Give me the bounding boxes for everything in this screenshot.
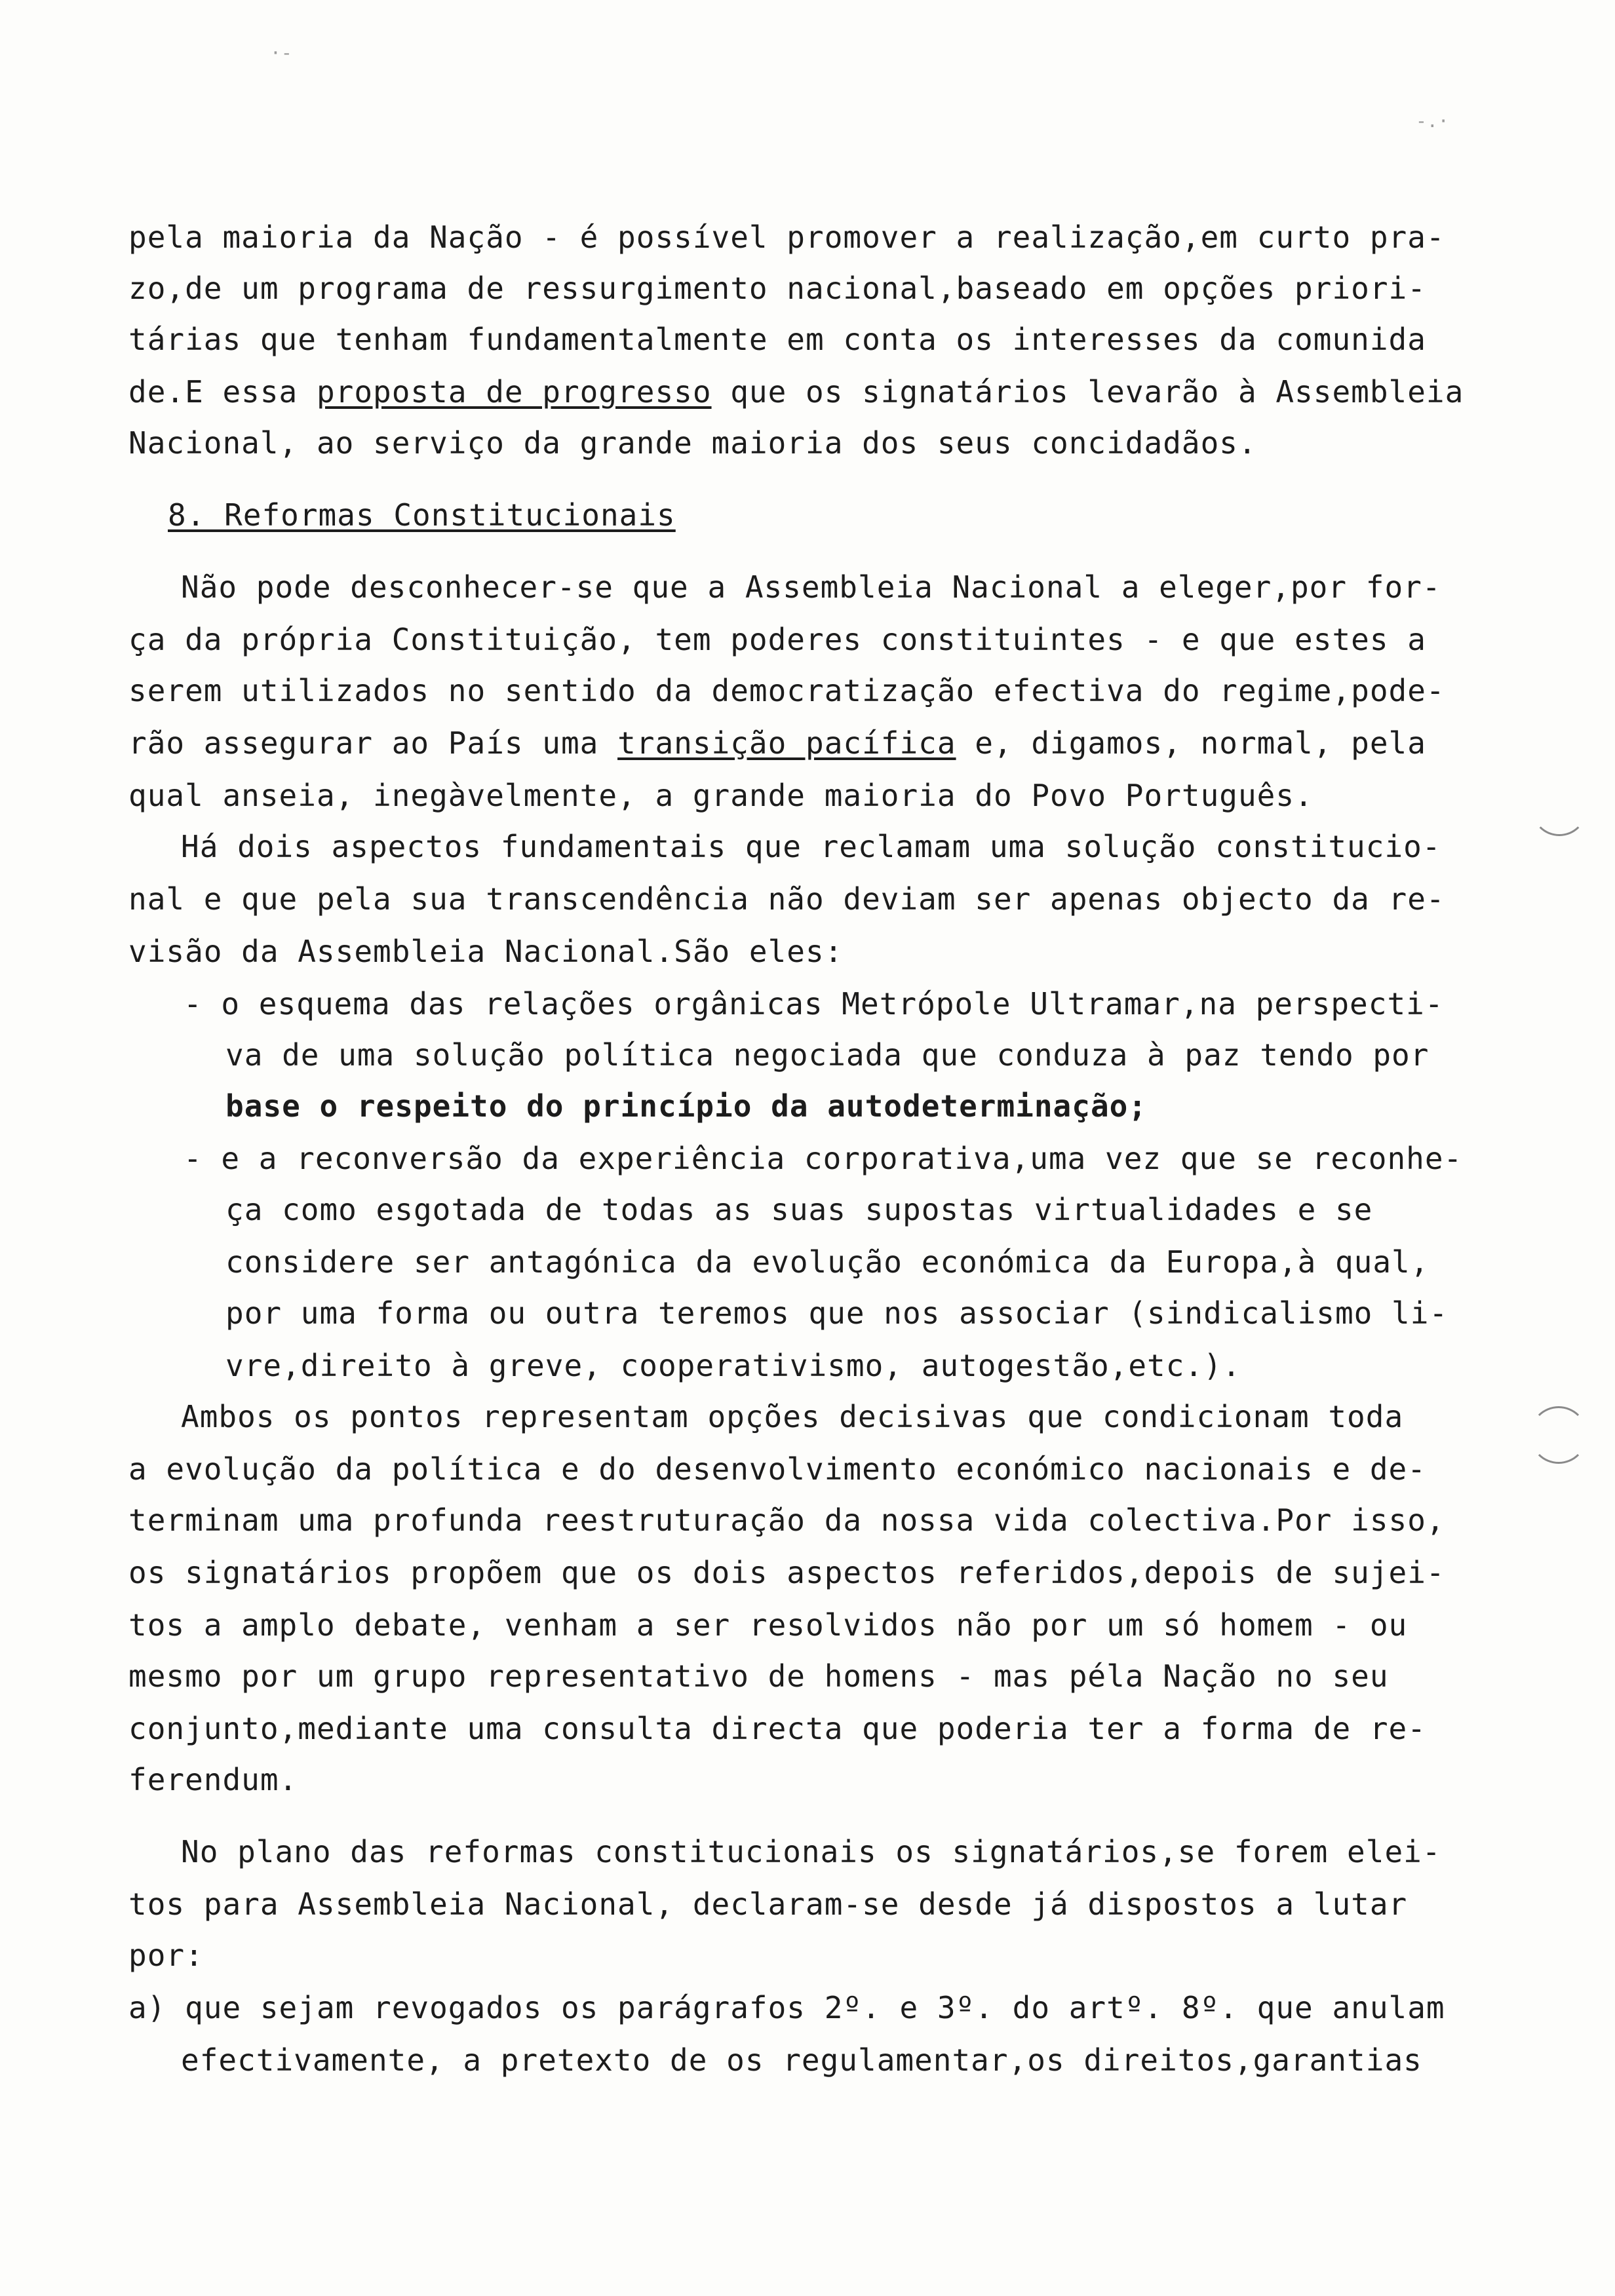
text-line: base o respeito do princípio da autodeterminação; (225, 1088, 1148, 1124)
text-line: Ambos os pontos representam opções decisivas que condicionam toda (181, 1399, 1404, 1434)
list-item: - e a reconversão da experiência corporativa,uma vez que se reconhe- (184, 1141, 1463, 1176)
punch-hole-mark (1530, 1406, 1587, 1464)
scan-speck: ·- (270, 42, 292, 64)
text-line: efectivamente, a pretexto de os regulamentar,os direitos,garantias (181, 2042, 1422, 2078)
text-line: tos para Assembleia Nacional, declaram-se desde já dispostos a lutar (128, 1886, 1408, 1922)
text-line: zo,de um programa de ressurgimento nacional,baseado em opções priori- (128, 271, 1426, 306)
text-line: Não pode desconhecer-se que a Assembleia Nacional a eleger,por for- (181, 569, 1441, 605)
text-line: ça como esgotada de todas as suas supostas virtualidades e se (225, 1192, 1373, 1227)
text-line: por: (128, 1938, 204, 1973)
text-line: ça da própria Constituição, tem poderes constituintes - e que estes a (128, 622, 1426, 657)
underlined-phrase: proposta de progresso (316, 374, 712, 410)
text-line: vre,direito à greve, cooperativismo, autogestão,etc.). (225, 1348, 1241, 1383)
text-line: tos a amplo debate, venham a ser resolvidos não por um só homem - ou (128, 1607, 1408, 1643)
text-line: visão da Assembleia Nacional.São eles: (128, 934, 844, 969)
list-item: - o esquema das relações orgânicas Metrópole Ultramar,na perspecti- (184, 986, 1444, 1022)
text-line: rão assegurar ao País uma transição pacífica e, digamos, normal, pela (128, 725, 1426, 761)
text-line: pela maioria da Nação - é possível promover a realização,em curto pra- (128, 220, 1445, 255)
list-item: a) que sejam revogados os parágrafos 2º. e 3º. do artº. 8º. que anulam (128, 1990, 1445, 2025)
text-line: terminam uma profunda reestruturação da nossa vida colectiva.Por isso, (128, 1502, 1445, 1538)
text-line: serem utilizados no sentido da democratização efectiva do regime,pode- (128, 673, 1445, 708)
section-heading: 8. Reformas Constitucionais (168, 497, 676, 533)
text-line: de.E essa proposta de progresso que os signatários levarão à Assembleia (128, 374, 1464, 410)
text-line: por uma forma ou outra teremos que nos associar (sindicalismo li- (225, 1295, 1449, 1331)
text-line: No plano das reformas constitucionais os signatários,se forem elei- (181, 1834, 1441, 1869)
text-line: os signatários propõem que os dois aspectos referidos,depois de sujei- (128, 1555, 1445, 1590)
text-line: ferendum. (128, 1762, 298, 1797)
text-line: considere ser antagónica da evolução económica da Europa,à qual, (225, 1244, 1430, 1280)
text-line: nal e que pela sua transcendência não deviam ser apenas objecto da re- (128, 881, 1445, 917)
text-line: va de uma solução política negociada que conduza à paz tendo por (225, 1037, 1430, 1073)
underlined-phrase: transição pacífica (617, 725, 956, 761)
text-line: tárias que tenham fundamentalmente em conta os interesses da comunida (128, 322, 1426, 357)
text-line: Há dois aspectos fundamentais que reclamam uma solução constitucio- (181, 829, 1441, 864)
text-line: qual anseia, inegàvelmente, a grande maioria do Povo Português. (128, 778, 1313, 813)
scan-speck: -.· (1416, 110, 1449, 132)
text-line: mesmo por um grupo representativo de homens - mas péla Nação no seu (128, 1658, 1389, 1694)
punch-hole-mark (1531, 780, 1587, 836)
text-line: conjunto,mediante uma consulta directa que poderia ter a forma de re- (128, 1711, 1426, 1746)
text-line: a evolução da política e do desenvolvimento económico nacionais e de- (128, 1451, 1426, 1487)
text-line: Nacional, ao serviço da grande maioria dos seus concidadãos. (128, 425, 1257, 461)
